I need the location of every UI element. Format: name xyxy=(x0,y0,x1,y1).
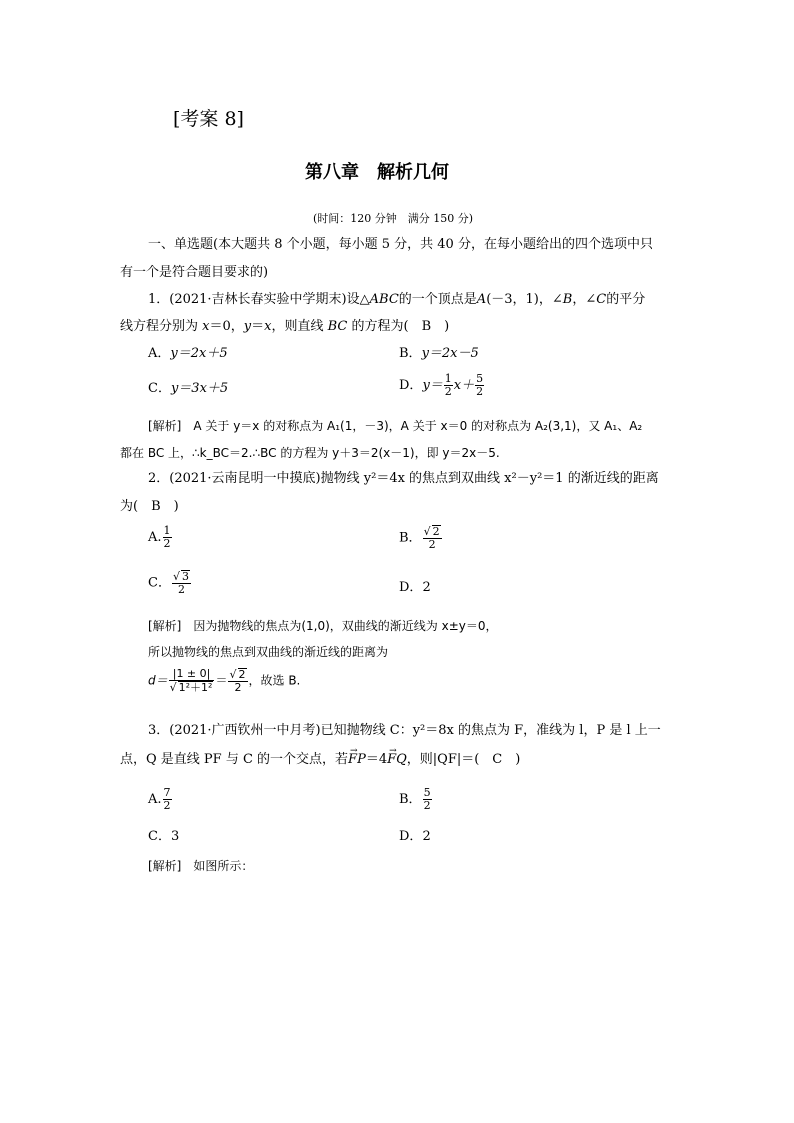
q2-option-a[interactable]: A. $\frac{1}{2}$ xyxy=(148,524,171,550)
q1-stem-line2: 线方程分别为 x＝0，y＝x，则直线 BC 的方程为( B ) xyxy=(120,319,450,334)
q1-option-a[interactable]: A．y＝2x＋5 xyxy=(148,346,228,361)
fraction: $\frac{7}{2}$ xyxy=(163,786,171,812)
q3-option-d[interactable]: D．2 xyxy=(399,829,431,844)
q2-solution-line2: 所以抛物线的焦点到双曲线的渐近线的距离为 xyxy=(148,645,389,659)
fraction: $\frac{|1 \pm 0|}{\text{√ 1²＋1²}}$ xyxy=(169,667,213,694)
q1-option-d[interactable]: D．y＝ $\frac{1}{2}$ x＋ $\frac{5}{2}$ xyxy=(399,372,484,398)
q1-stem-line1: 1．(2021·吉林长春实验中学期末)设△ABC的一个顶点是A(－3，1)，∠B，∠C的平分 xyxy=(148,292,646,307)
q1-option-b[interactable]: B．y＝2x－5 xyxy=(399,346,479,361)
q3-option-c[interactable]: C．3 xyxy=(148,829,180,844)
q3-stem-line2: 点，Q 是直线 PF 与 C 的一个交点，若→ FP＝4→ FQ，则|QF|＝( C ) xyxy=(120,752,520,768)
q1-option-c[interactable]: C．y＝3x＋5 xyxy=(148,381,229,396)
vector-fp: → FP xyxy=(348,752,366,768)
fraction: $\frac{5}{2}$ xyxy=(476,372,484,398)
q2-solution-formula: d＝ $\frac{|1 \pm 0|}{\text{√ 1²＋1²}}$ ＝ $\frac{√ 2}{2}$ ，故选 B. xyxy=(148,667,301,694)
q1-solution-line1: [解析] A 关于 y＝x 的对称点为 A₁(1，－3)，A 关于 x＝0 的对称点为 A₂(3,1)，又 A₁、A₂ xyxy=(148,419,643,433)
q2-solution-line1: [解析] 因为抛物线的焦点为(1,0)，双曲线的渐近线为 x±y＝0， xyxy=(148,619,498,633)
fraction: $\frac{1}{2}$ xyxy=(444,372,452,398)
section-heading-line1: 一、单选题(本大题共 8 个小题，每小题 5 分，共 40 分，在每小题给出的四个选项中只 xyxy=(148,237,653,252)
q2-stem-line1: 2．(2021·云南昆明一中摸底)抛物线 y²＝4x 的焦点到双曲线 x²－y²＝1 的渐近线的距离 xyxy=(148,471,659,486)
q2-option-b[interactable]: B． $\frac{√ 2}{2}$ xyxy=(399,525,440,551)
q3-option-b[interactable]: B． $\frac{5}{2}$ xyxy=(399,786,431,812)
chapter-title: 第八章 解析几何 xyxy=(305,162,449,183)
fraction: $\frac{1}{2}$ xyxy=(163,524,171,550)
time-info: (时间：120 分钟 满分 150 分) xyxy=(313,212,474,225)
q3-stem-line1: 3．(2021·广西钦州一中月考)已知抛物线 C：y²＝8x 的焦点为 F，准线为 l，P 是 l 上一 xyxy=(148,723,661,738)
fraction: $\frac{√ 2}{2}$ xyxy=(229,668,246,694)
fraction: $\frac{√ 2}{2}$ xyxy=(423,525,440,551)
q3-solution: [解析] 如图所示： xyxy=(148,859,254,873)
fraction: $\frac{5}{2}$ xyxy=(423,786,431,812)
q2-stem-line2: 为( B ) xyxy=(120,499,179,514)
q3-option-a[interactable]: A. $\frac{7}{2}$ xyxy=(148,786,171,812)
vector-fq: → FQ xyxy=(387,752,407,768)
q2-option-c[interactable]: C． $\frac{√ 3}{2}$ xyxy=(148,570,189,596)
exam-tag: [考案 8] xyxy=(173,108,244,130)
q1-solution-line2: 都在 BC 上，∴k_BC＝2.∴BC 的方程为 y＋3＝2(x－1)，即 y＝2x－5. xyxy=(120,446,500,460)
section-heading-line2: 有一个是符合题目要求的) xyxy=(120,265,269,280)
fraction: $\frac{√ 3}{2}$ xyxy=(172,570,189,596)
q2-option-d[interactable]: D．2 xyxy=(399,580,431,595)
